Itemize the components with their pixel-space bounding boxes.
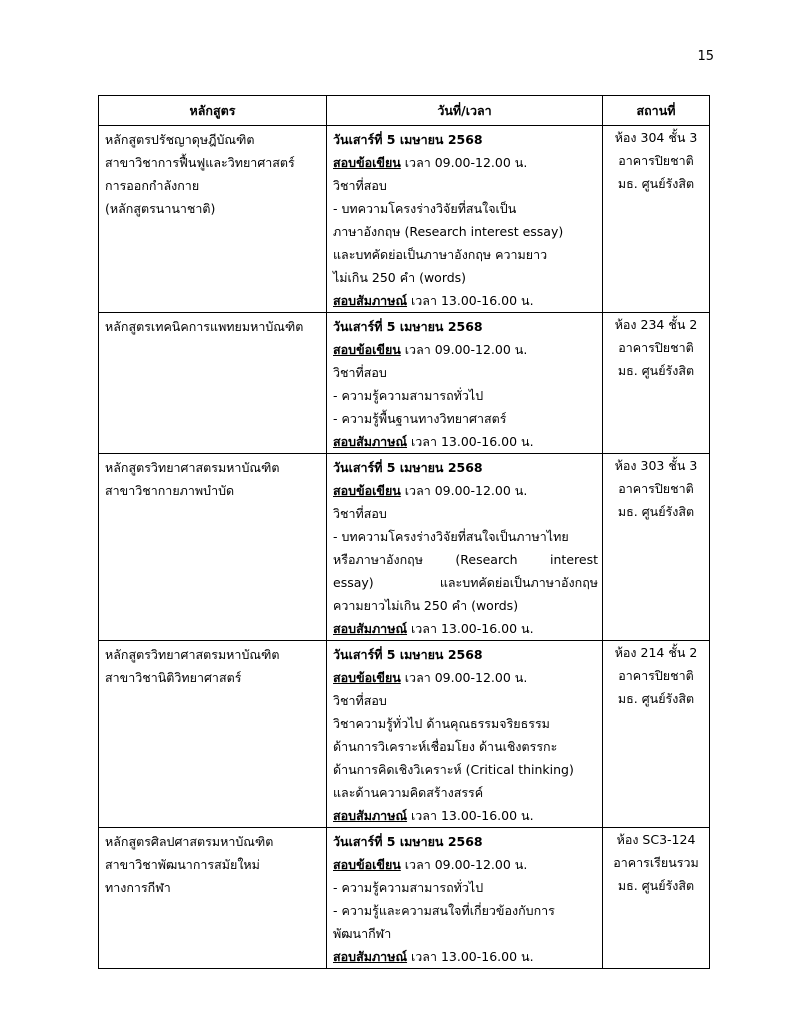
page-number: 15	[697, 49, 714, 64]
table-row	[99, 454, 710, 641]
interview-time: เวลา 13.00-16.00 น.	[407, 621, 534, 636]
detail-line: ด้านการคิดเชิงวิเคราะห์ (Critical thinking)	[333, 762, 574, 777]
program-line: ทางการกีฬา	[105, 880, 171, 895]
subject-label: วิชาที่สอบ	[333, 506, 387, 521]
written-exam-time: เวลา 09.00-12.00 น.	[400, 155, 528, 170]
location-campus: มธ. ศูนย์รังสิต	[617, 504, 695, 519]
written-exam-time: เวลา 09.00-12.00 น.	[400, 483, 528, 498]
detail-line: - ความรู้และความสนใจที่เกี่ยวข้องกับการ	[333, 903, 555, 918]
program-line: การออกกำลังกาย	[105, 178, 200, 193]
program-line: หลักสูตรเทคนิคการแพทยมหาบัณฑิต	[105, 319, 304, 334]
written-exam-label: สอบข้อเขียน	[333, 670, 401, 685]
location-room: ห้อง 214 ชั้น 2	[614, 645, 698, 660]
detail-line: - บทความโครงร่างวิจัยที่สนใจเป็นภาษาไทย	[333, 529, 569, 544]
interview-time: เวลา 13.00-16.00 น.	[407, 808, 534, 823]
interview-label: สอบสัมภาษณ์	[333, 293, 408, 308]
subject-label: วิชาที่สอบ	[333, 178, 387, 193]
table-row	[99, 313, 710, 454]
header-location: สถานที่	[603, 96, 710, 126]
location-room: ห้อง 234 ชั้น 2	[614, 317, 698, 332]
written-exam-label: สอบข้อเขียน	[333, 483, 401, 498]
program-line: (หลักสูตรนานาชาติ)	[105, 201, 216, 216]
datetime-cell	[327, 454, 603, 641]
location-building: อาคารปิยชาติ	[618, 668, 694, 683]
location-cell	[603, 641, 710, 828]
detail-line: ภาษาอังกฤษ (Research interest essay)	[333, 224, 564, 239]
detail-line: - บทความโครงร่างวิจัยที่สนใจเป็น	[333, 201, 517, 216]
program-line: สาขาวิชาการฟื้นฟูและวิทยาศาสตร์	[105, 155, 295, 170]
table-row	[99, 828, 710, 969]
detail-line: - ความรู้ความสามารถทั่วไป	[333, 880, 484, 895]
interview-time: เวลา 13.00-16.00 น.	[407, 434, 534, 449]
program-cell	[99, 641, 327, 828]
table-row	[99, 641, 710, 828]
location-room: ห้อง 304 ชั้น 3	[614, 130, 698, 145]
datetime-cell	[327, 313, 603, 454]
program-cell	[99, 454, 327, 641]
interview-time: เวลา 13.00-16.00 น.	[407, 293, 534, 308]
detail-line: ไม่เกิน 250 คำ (words)	[333, 270, 467, 285]
detail-line: และบทคัดย่อเป็นภาษาอังกฤษ ความยาว	[333, 247, 548, 262]
written-exam-label: สอบข้อเขียน	[333, 857, 401, 872]
location-room: ห้อง SC3-124	[616, 832, 696, 847]
location-building: อาคารปิยชาติ	[618, 481, 694, 496]
exam-date: วันเสาร์ที่ 5 เมษายน 2568	[333, 460, 483, 475]
header-program: หลักสูตร	[99, 96, 327, 126]
program-line: หลักสูตรวิทยาศาสตรมหาบัณฑิต	[105, 460, 280, 475]
datetime-cell	[327, 828, 603, 969]
interview-label: สอบสัมภาษณ์	[333, 621, 408, 636]
location-cell	[603, 126, 710, 313]
datetime-cell	[327, 126, 603, 313]
program-line: หลักสูตรศิลปศาสตรมหาบัณฑิต	[105, 834, 274, 849]
detail-line: พัฒนากีฬา	[333, 926, 392, 941]
detail-line: หรือภาษาอังกฤษ (Research interest	[333, 552, 598, 567]
program-line: หลักสูตรวิทยาศาสตรมหาบัณฑิต	[105, 647, 280, 662]
detail-line: ด้านการวิเคราะห์เชื่อมโยง ด้านเชิงตรรกะ	[333, 739, 558, 754]
datetime-cell	[327, 641, 603, 828]
location-cell	[603, 828, 710, 969]
location-campus: มธ. ศูนย์รังสิต	[617, 691, 695, 706]
detail-line: - ความรู้ความสามารถทั่วไป	[333, 388, 484, 403]
header-datetime: วันที่/เวลา	[327, 96, 603, 126]
program-cell	[99, 828, 327, 969]
subject-label: วิชาที่สอบ	[333, 365, 387, 380]
program-cell	[99, 126, 327, 313]
written-exam-time: เวลา 09.00-12.00 น.	[400, 857, 528, 872]
location-room: ห้อง 303 ชั้น 3	[614, 458, 698, 473]
interview-label: สอบสัมภาษณ์	[333, 949, 408, 964]
detail-line: - ความรู้พื้นฐานทางวิทยาศาสตร์	[333, 411, 507, 426]
table-row	[99, 126, 710, 313]
detail-line: วิชาความรู้ทั่วไป ด้านคุณธรรมจริยธรรม	[333, 716, 550, 731]
detail-line: essay) และบทคัดย่อเป็นภาษาอังกฤษ	[333, 575, 598, 590]
exam-date: วันเสาร์ที่ 5 เมษายน 2568	[333, 319, 483, 334]
location-campus: มธ. ศูนย์รังสิต	[617, 363, 695, 378]
program-line: หลักสูตรปรัชญาดุษฎีบัณฑิต	[105, 132, 255, 147]
program-line: สาขาวิชาพัฒนาการสมัยใหม่	[105, 857, 260, 872]
interview-time: เวลา 13.00-16.00 น.	[407, 949, 534, 964]
written-exam-time: เวลา 09.00-12.00 น.	[400, 342, 528, 357]
written-exam-label: สอบข้อเขียน	[333, 155, 401, 170]
table-header-row	[99, 96, 710, 126]
location-campus: มธ. ศูนย์รังสิต	[617, 878, 695, 893]
exam-date: วันเสาร์ที่ 5 เมษายน 2568	[333, 834, 483, 849]
exam-date: วันเสาร์ที่ 5 เมษายน 2568	[333, 647, 483, 662]
detail-line: และด้านความคิดสร้างสรรค์	[333, 785, 484, 800]
program-line: สาขาวิชานิติวิทยาศาสตร์	[105, 670, 242, 685]
location-building: อาคารเรียนรวม	[613, 855, 699, 870]
location-building: อาคารปิยชาติ	[618, 340, 694, 355]
interview-label: สอบสัมภาษณ์	[333, 808, 408, 823]
interview-label: สอบสัมภาษณ์	[333, 434, 408, 449]
subject-label: วิชาที่สอบ	[333, 693, 387, 708]
exam-date: วันเสาร์ที่ 5 เมษายน 2568	[333, 132, 483, 147]
location-building: อาคารปิยชาติ	[618, 153, 694, 168]
program-line: สาขาวิชากายภาพบำบัด	[105, 483, 235, 498]
written-exam-time: เวลา 09.00-12.00 น.	[400, 670, 528, 685]
written-exam-label: สอบข้อเขียน	[333, 342, 401, 357]
exam-schedule-table	[98, 95, 710, 969]
detail-line: ความยาวไม่เกิน 250 คำ (words)	[333, 598, 519, 613]
location-cell	[603, 454, 710, 641]
location-campus: มธ. ศูนย์รังสิต	[617, 176, 695, 191]
location-cell	[603, 313, 710, 454]
program-cell	[99, 313, 327, 454]
